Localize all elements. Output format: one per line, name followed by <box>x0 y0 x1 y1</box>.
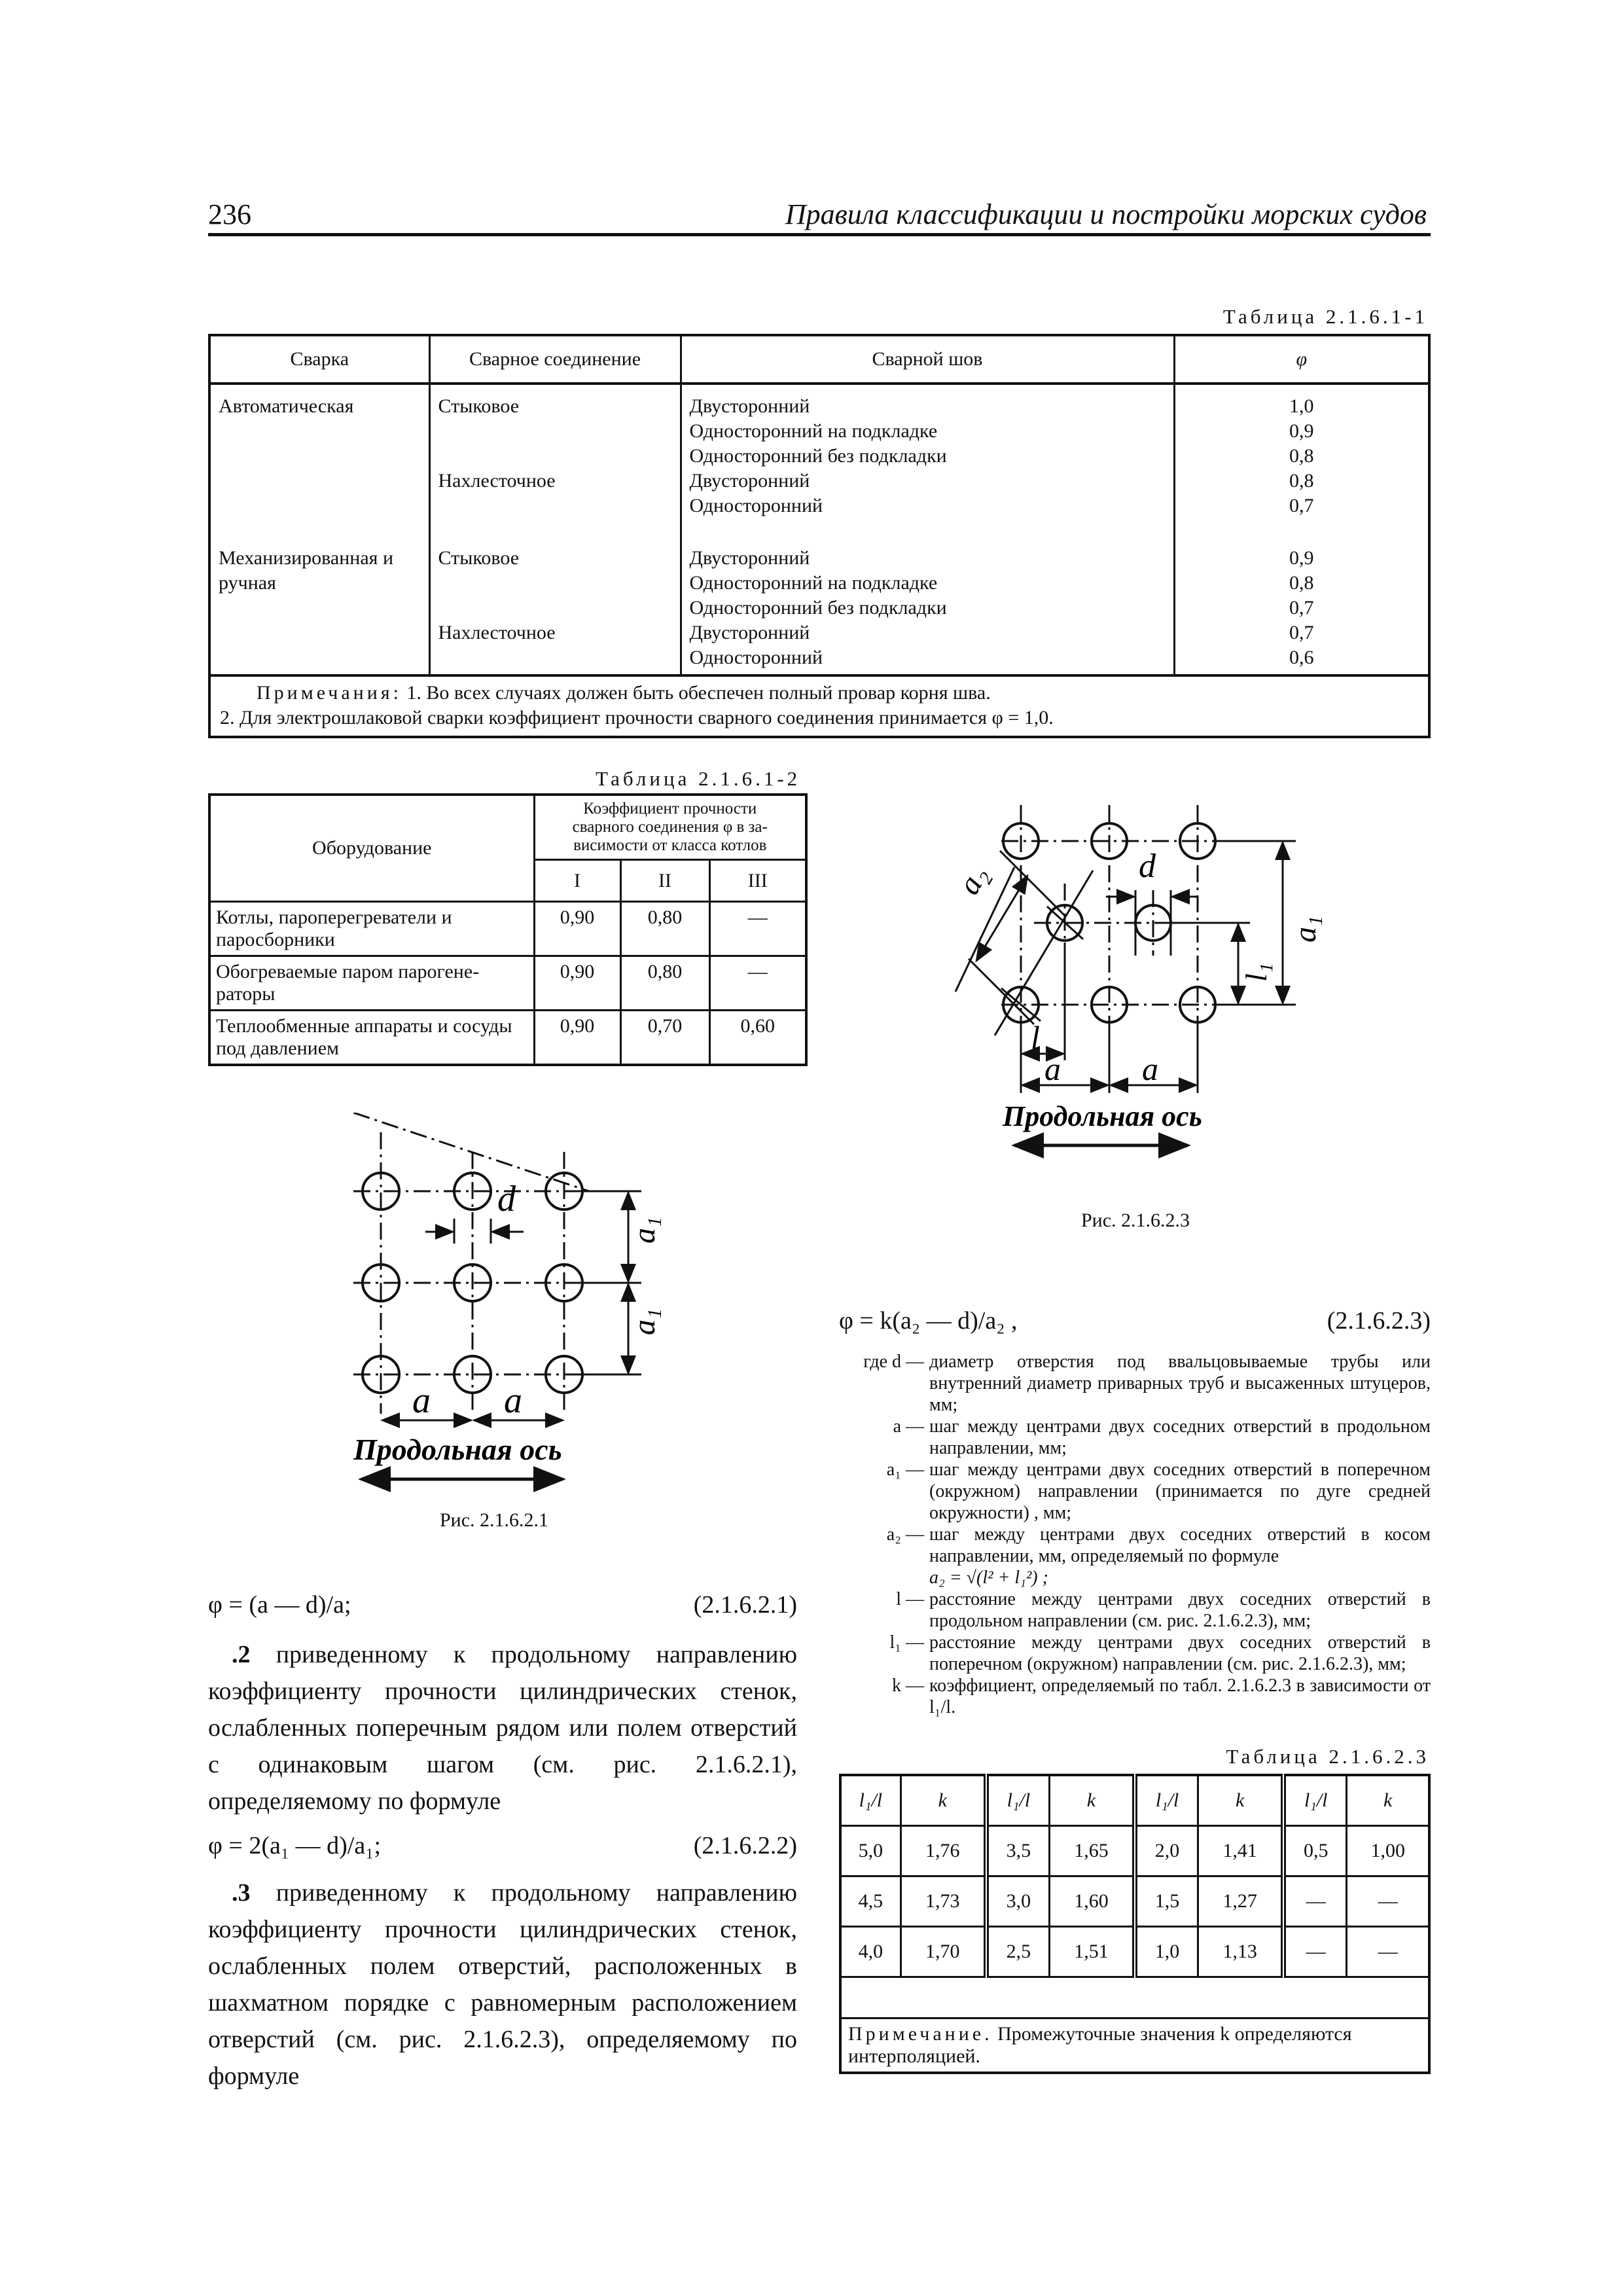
table-row <box>840 1927 1429 1977</box>
equipment-name: паросборники <box>216 929 335 950</box>
seam-type: Односторонний <box>689 647 823 668</box>
boiler-coefficient-table <box>208 793 808 1066</box>
label-a: a <box>1142 1050 1158 1087</box>
legend-text: шаг между центрами двух соседних отверстий в косом направлении, мм, определяемый по формуле <box>929 1524 1431 1566</box>
legend-symbol: где d — <box>863 1352 924 1372</box>
welding-table <box>208 334 1431 738</box>
header-rule <box>208 233 1431 236</box>
col-header: l₁/l <box>1135 1775 1198 1826</box>
fig3-caption: Рис. 2.1.6.2.3 <box>1081 1210 1190 1231</box>
class-header: II <box>620 860 709 902</box>
coef-value: 0,90 <box>534 902 620 956</box>
legend-symbol: l — <box>896 1589 924 1609</box>
cell: 4,5 <box>840 1876 901 1927</box>
cell: 1,73 <box>901 1876 986 1927</box>
phi-value: 0,8 <box>1289 572 1314 594</box>
cell: 2,5 <box>986 1927 1050 1977</box>
legend-symbol: a — <box>893 1416 924 1437</box>
table2-header-coef: висимости от класса котлов <box>573 836 767 854</box>
joint-type: Нахлесточное <box>438 622 556 643</box>
legend-text: диаметр отверстия под ввальцовываемые трубы или внутренний диаметр приварных труб и высаженных штуцеров, мм; <box>929 1352 1431 1415</box>
seam-type: Односторонний на подкладке <box>689 572 938 594</box>
legend-symbol: l₁ — <box>889 1632 924 1653</box>
col-header: l₁/l <box>840 1775 901 1826</box>
seam-type: Односторонний <box>689 495 823 516</box>
table3-caption: Таблица 2.1.6.2.3 <box>1226 1745 1429 1768</box>
welding-type: Механизированная и <box>219 547 393 569</box>
formula-1-number: (2.1.6.2.1) <box>693 1591 797 1619</box>
joint-type: Нахлесточное <box>438 470 556 492</box>
joint-type: Стыковое <box>438 547 520 569</box>
seam-type: Односторонний без подкладки <box>689 597 947 619</box>
equipment-name: Обогреваемые паром парогене- <box>216 961 480 982</box>
joint-type: Стыковое <box>438 395 520 417</box>
legend-text: расстояние между центрами двух соседних отверстий в поперечном (окружном) направлении (см. рис. 2.1.6.2.3), мм; <box>929 1632 1431 1674</box>
phi-value: 0,7 <box>1289 597 1314 619</box>
table1-header: Сварка <box>209 335 429 384</box>
cell: — <box>1347 1876 1429 1927</box>
cell: 1,51 <box>1049 1927 1134 1977</box>
col-header: k <box>1049 1775 1134 1826</box>
formula-2-number: (2.1.6.2.2) <box>693 1832 797 1859</box>
legend-text: шаг между центрами двух соседних отверстий в продольном направлении, мм; <box>929 1416 1431 1458</box>
cell: 1,27 <box>1198 1876 1283 1927</box>
cell: 1,65 <box>1049 1826 1134 1876</box>
label-d: d <box>497 1179 516 1219</box>
page-number: 236 <box>208 198 251 230</box>
fig1-caption: Рис. 2.1.6.2.1 <box>440 1509 549 1531</box>
cell: — <box>1283 1876 1347 1927</box>
symbol-legend <box>839 1351 1431 1718</box>
k-coefficient-table <box>839 1774 1431 2074</box>
cell: 1,76 <box>901 1826 986 1876</box>
formula-3-number: (2.1.6.2.3) <box>1327 1307 1431 1335</box>
table1-note: 2. Для электрошлаковой сварки коэффициент прочности сварного соединения принимается φ = 1,0. <box>220 707 1054 728</box>
phi-value: 0,9 <box>1289 420 1314 442</box>
phi-value: 0,6 <box>1289 647 1314 668</box>
legend-symbol: k — <box>892 1676 924 1696</box>
class-header: III <box>709 860 806 902</box>
cell: 1,00 <box>1347 1826 1429 1876</box>
phi-value: 1,0 <box>1289 395 1314 417</box>
col-header: k <box>1347 1775 1429 1826</box>
label-a: a <box>504 1380 522 1421</box>
cell: 1,5 <box>1135 1876 1198 1927</box>
col-header: k <box>901 1775 986 1826</box>
seam-type: Односторонний на подкладке <box>689 420 938 442</box>
legend-symbol <box>839 1567 929 1588</box>
coef-value: 0,70 <box>620 1011 709 1066</box>
label-l: l <box>1031 1019 1040 1056</box>
table-row <box>209 384 1429 522</box>
label-a1: a₁ <box>627 1308 662 1335</box>
seam-type: Двусторонний <box>689 622 810 643</box>
table1-header: φ <box>1174 335 1429 384</box>
seam-type: Двусторонний <box>689 470 810 492</box>
para-3-number: .3 <box>232 1879 251 1907</box>
table1-caption: Таблица 2.1.6.1-1 <box>1222 305 1428 328</box>
equipment-name: под давлением <box>216 1037 339 1059</box>
cell: 4,0 <box>840 1927 901 1977</box>
cell: — <box>1283 1927 1347 1977</box>
axis-label: Продольная ось <box>353 1433 562 1466</box>
col-header: l₁/l <box>986 1775 1050 1826</box>
equipment-name: раторы <box>216 983 276 1005</box>
label-a1: a₁ <box>1288 916 1323 942</box>
col-header: k <box>1198 1775 1283 1826</box>
para-3: приведенному к продольному направлению коэффициенту прочности цилиндрических стенок, ослабленных полем отверстий, расположенных в шахматном порядке с равномерным расположением отверстий (см. рис. 2.1.6.2.3), определяемому по формуле <box>208 1879 797 2090</box>
table-row <box>209 902 806 956</box>
cell: 3,5 <box>986 1826 1050 1876</box>
formula-1: φ = (a — d)/a; <box>208 1591 351 1619</box>
coef-value: — <box>709 956 806 1011</box>
coef-value: 0,80 <box>620 956 709 1011</box>
running-title: Правила классификации и постройки морских судов <box>785 198 1427 230</box>
legend-formula: a₂ = √(l² + l₁²) ; <box>929 1568 1048 1588</box>
table1-note: 1. Во всех случаях должен быть обеспечен полный провар корня шва. <box>406 682 991 704</box>
hole-pattern-figure-1 <box>314 1113 681 1505</box>
axis-label: Продольная ось <box>1003 1100 1202 1132</box>
hole-pattern-figure-3 <box>897 792 1355 1178</box>
seam-type: Односторонний без подкладки <box>689 445 947 467</box>
equipment-name: Теплообменные аппараты и сосуды <box>216 1015 512 1037</box>
cell: 1,41 <box>1198 1826 1283 1876</box>
legend-symbol: a₁ — <box>886 1460 924 1480</box>
label-l1: l₁ <box>1240 963 1273 982</box>
coef-value: 0,60 <box>709 1011 806 1066</box>
table-row <box>840 1826 1429 1876</box>
class-header: I <box>534 860 620 902</box>
table-row <box>209 1011 806 1066</box>
seam-type: Двусторонний <box>689 547 810 569</box>
label-d: d <box>1139 848 1156 885</box>
phi-value: 0,7 <box>1289 622 1314 643</box>
welding-type: ручная <box>219 572 276 594</box>
formula-2: φ = 2(a₁ — d)/a₁; <box>208 1832 382 1859</box>
label-a: a <box>1044 1050 1061 1087</box>
legend-symbol: a₂ — <box>886 1524 924 1545</box>
col-header: l₁/l <box>1283 1775 1347 1826</box>
cell: 2,0 <box>1135 1826 1198 1876</box>
cell: 1,70 <box>901 1927 986 1977</box>
phi-value: 0,8 <box>1289 445 1314 467</box>
table-row <box>840 1876 1429 1927</box>
cell: 1,0 <box>1135 1927 1198 1977</box>
legend-text: шаг между центрами двух соседних отверстий в поперечном (окружном) направлении (принимается по дуге средней окружности) , мм; <box>929 1460 1431 1523</box>
coef-value: 0,90 <box>534 1011 620 1066</box>
table2-header-equipment: Оборудование <box>209 795 534 902</box>
seam-type: Двусторонний <box>689 395 810 417</box>
para-2: приведенному к продольному направлению коэффициенту прочности цилиндрических стенок, ослабленных поперечным рядом или полем отверстий с одинаковым шагом (см. рис. 2.1.6.2.1), определяемому по формуле <box>208 1641 797 1815</box>
formula-3: φ = k(a₂ — d)/a₂ , <box>839 1307 1018 1335</box>
phi-value: 0,8 <box>1289 470 1314 492</box>
table1-header: Сварное соединение <box>429 335 681 384</box>
table1-note-label: Примечания: <box>257 682 402 704</box>
label-a: a <box>412 1380 431 1421</box>
table2-caption: Таблица 2.1.6.1-2 <box>596 767 801 790</box>
legend-text: коэффициент, определяемый по табл. 2.1.6.2.3 в зависимости от l₁/l. <box>929 1676 1431 1717</box>
coef-value: 0,80 <box>620 902 709 956</box>
phi-value: 0,9 <box>1289 547 1314 569</box>
cell: 1,60 <box>1049 1876 1134 1927</box>
table2-header-coef: сварного соединения φ в за- <box>572 818 768 836</box>
para-2-number: .2 <box>232 1641 251 1668</box>
cell: 1,13 <box>1198 1927 1283 1977</box>
cell: 3,0 <box>986 1876 1050 1927</box>
table-row <box>209 522 1429 675</box>
label-a2: a₂ <box>951 859 995 901</box>
welding-type: Автоматическая <box>219 395 354 417</box>
label-a1: a₁ <box>627 1217 662 1244</box>
table1-header: Сварной шов <box>681 335 1174 384</box>
coef-value: 0,90 <box>534 956 620 1011</box>
legend-text: расстояние между центрами двух соседних отверстий в продольном направлении (см. рис. 2.1.6.2.3), мм; <box>929 1589 1431 1631</box>
table3-note: Промежуточные значения k определяются интерполяцией. <box>848 2023 1352 2067</box>
table3-note-label: Примечание. <box>848 2023 993 2045</box>
cell: 5,0 <box>840 1826 901 1876</box>
table-row <box>209 956 806 1011</box>
coef-value: — <box>709 902 806 956</box>
cell: 0,5 <box>1283 1826 1347 1876</box>
table2-header-coef: Коэффициент прочности <box>583 800 757 817</box>
phi-value: 0,7 <box>1289 495 1314 516</box>
equipment-name: Котлы, пароперегреватели и <box>216 906 452 928</box>
cell: — <box>1347 1927 1429 1977</box>
